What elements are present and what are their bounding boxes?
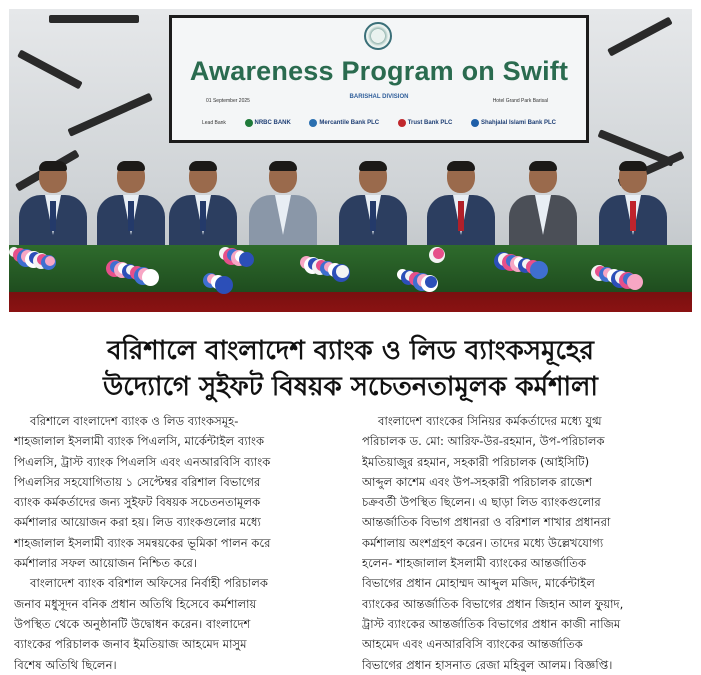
guest-5 — [339, 161, 407, 243]
article-line: পিএলসি, ট্রাস্ট ব্যাংক পিএলসি এবং এনআরবিসি ব্যাংক — [14, 454, 271, 469]
article-line: পরিচালক ড. মো: আরিফ-উর-রহমান, উপ-পরিচালক — [362, 434, 605, 449]
flower — [215, 276, 233, 294]
flower — [142, 269, 159, 286]
article-line: ট্রাস্ট ব্যাংকের আন্তর্জাতিক বিভাগের প্রধান কাজী নাজিম — [362, 616, 621, 631]
article-line: বাংলাদেশ ব্যাংকের সিনিয়র কর্মকর্তাদের মধ্যে যুগ্ম — [378, 414, 602, 428]
event-banner — [169, 15, 589, 143]
article-column-left — [14, 411, 340, 675]
article-line: শাহজালাল ইসলামী ব্যাংক পিএলসি, মার্কেন্টাইল ব্যাংক — [14, 434, 265, 449]
guest-2 — [97, 161, 165, 243]
article-line: হলেন- শাহজালাল ইসলামী ব্যাংকের আন্তর্জাতিক — [362, 556, 587, 571]
flower — [425, 276, 437, 288]
article-line: আহমেদ এবং এনআরবিসি ব্যাংকের আন্তর্জাতিক — [362, 637, 583, 652]
article-line: বিশেষ অতিথি ছিলেন। — [14, 657, 117, 672]
article-line: ব্যাংকের পরিচালক জনাব ইমতিয়াজ আহমেদ মাসুম — [14, 637, 247, 652]
flower — [336, 265, 349, 278]
guest-4 — [249, 161, 317, 243]
guest-7 — [509, 161, 577, 243]
mercantile-logo: Mercantile Bank PLC — [309, 119, 379, 127]
article-line: জনাব মধুসূদন বনিক প্রধান অতিথি হিসেবে কর্মশালায় — [14, 596, 257, 611]
guest-1 — [19, 161, 87, 243]
article-line: কর্মশালার সফল আয়োজন নিশ্চিত করে। — [14, 556, 198, 571]
article-line: পিএলসির সহযোগিতায় ১ সেপ্টেম্বর বরিশাল বিভাগের — [14, 474, 261, 489]
article-line: ইমতিয়াজুর রহমান, সহকারী পরিচালক (আইসিটি) — [362, 454, 590, 469]
article-paragraph — [14, 411, 340, 573]
nrbc-logo: NRBC BANK — [245, 119, 291, 127]
event-photo — [9, 9, 692, 312]
flower — [45, 256, 55, 266]
banner-date: 01 September 2025 — [206, 98, 250, 104]
flower — [627, 274, 643, 290]
flower — [433, 248, 444, 259]
banner-venue: Hotel Grand Park Barisal — [492, 98, 548, 104]
banner-division: BARISHAL DIVISION — [349, 94, 409, 100]
decorated-table — [9, 245, 692, 312]
article-line: বাংলাদেশ ব্যাংক বরিশাল অফিসের নির্বাহী পরিচালক — [30, 576, 269, 591]
wall-stripe — [49, 15, 139, 23]
article-line: ব্যাংকের আন্তর্জাতিক বিভাগের প্রধান জিহান আল ফুয়াদ, — [362, 596, 624, 611]
guest-6 — [427, 161, 495, 243]
sponsor-logos — [202, 114, 556, 132]
guest-8 — [599, 161, 667, 243]
article-line: আব্দুল কাশেম এবং উপ-সহকারী পরিচালক রাজেশ — [362, 474, 592, 489]
article-line: বরিশালে বাংলাদেশ ব্যাংক ও লিড ব্যাংকসমূহ- — [30, 414, 239, 428]
trust-bank-logo: Trust Bank PLC — [398, 119, 453, 127]
article-line: চক্রবর্তী উপস্থিত ছিলেন। এ ছাড়া লিড ব্যাংকগুলোর — [362, 495, 601, 510]
article-line: শাহজালাল ইসলামী ব্যাংক সমন্বয়কের ভূমিকা পালন করে — [14, 535, 271, 550]
banner-title: Awareness Program on Swift — [189, 56, 569, 86]
article-paragraph — [362, 411, 688, 675]
flower — [530, 261, 548, 279]
article-line: ব্যাংক কর্মকর্তাদের জন্য সুইফট বিষয়ক সচেতনতামূলক — [14, 495, 261, 510]
article-line: কর্মশালার আয়োজন করা হয়। লিড ব্যাংকগুলোর মধ্যে — [14, 515, 261, 530]
article-line: বিভাগের প্রধান মোহাম্মদ আব্দুল মজিদ, মার্কেন্টাইল — [362, 576, 595, 591]
article-paragraph — [14, 573, 340, 674]
headline-line-1: বরিশালে বাংলাদেশ ব্যাংক ও লিড ব্যাংকসমূহের — [107, 336, 594, 366]
bangladesh-bank-seal-icon — [364, 22, 392, 50]
article-line: কর্মশালায় অংশগ্রহণ করেন। তাদের মধ্যে উল্লেখযোগ্য — [362, 535, 604, 550]
lead-bank-label: Lead Bank — [202, 120, 226, 126]
article-line: আন্তর্জাতিক বিভাগ প্রধানরা ও বরিশাল শাখার প্রধানরা — [362, 515, 611, 530]
article-column-right — [362, 411, 688, 675]
guest-3 — [169, 161, 237, 243]
flower — [239, 252, 254, 267]
article-line: উপস্থিত থেকে অনুষ্ঠানটি উদ্বোধন করেন। বাংলাদেশ — [14, 616, 251, 631]
article-line: বিভাগের প্রধান হাসনাত রেজা মহিবুল আলম। বিজ্ঞপ্তি। — [362, 657, 613, 672]
shahjalal-logo: Shahjalal Islami Bank PLC — [471, 119, 556, 127]
headline-line-2: উদ্যোগে সুইফট বিষয়ক সচেতনতামূলক কর্মশালা — [103, 372, 598, 402]
